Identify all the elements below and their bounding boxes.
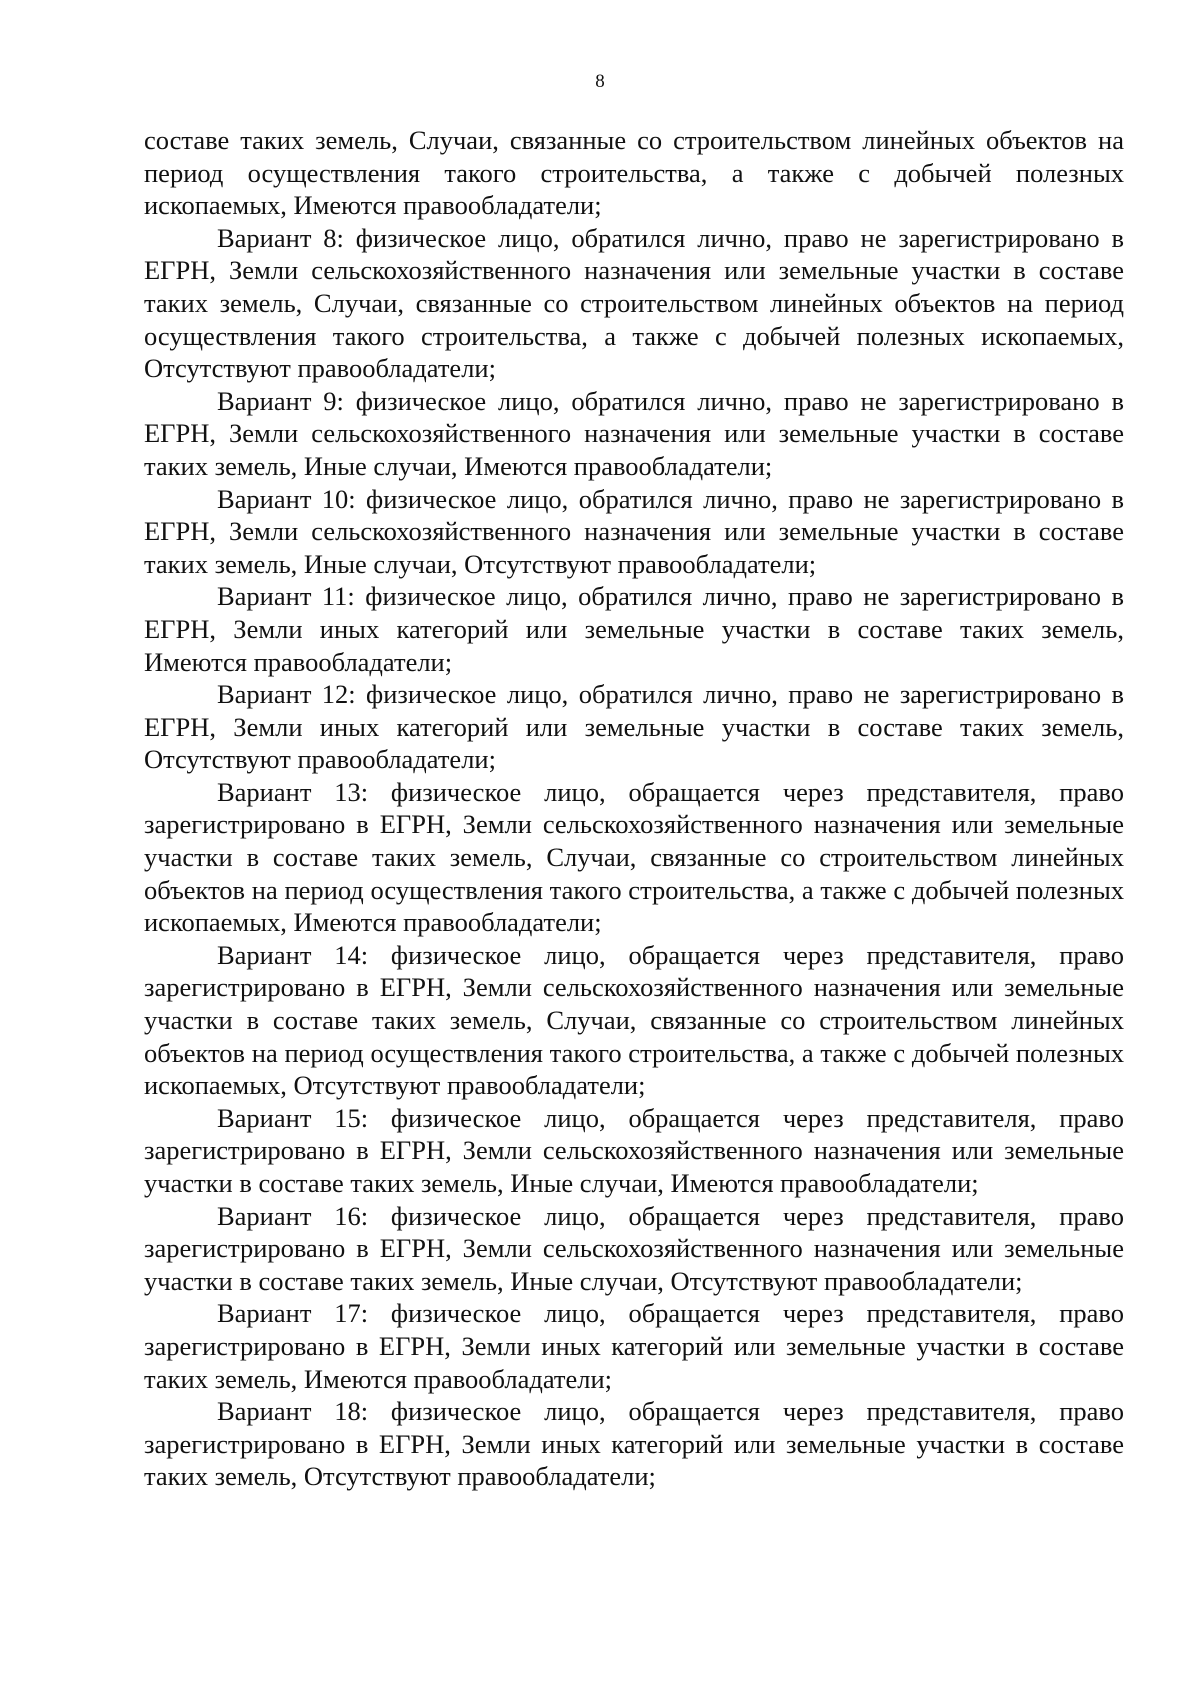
page-number: 8 (595, 71, 605, 92)
paragraph-variant-15: Вариант 15: физическое лицо, обращается через представителя, право зарегистрировано в ЕГРН, Земли сельскохозяйственного назначения или земельные участки в составе таких земель, Иные случаи, Имеются правообладатели; (144, 1102, 1124, 1198)
paragraph-continuation: составе таких земель, Случаи, связанные со строительством линейных объектов на период осуществления такого строительства, а также с добычей полезных ископаемых, Имеются правообладатели; (144, 125, 1124, 221)
paragraph-variant-11: Вариант 11: физическое лицо, обратился лично, право не зарегистрировано в ЕГРН, Земли иных категорий или земельные участки в составе таких земель, Имеются правообладатели; (144, 581, 1124, 677)
paragraph-variant-12: Вариант 12: физическое лицо, обратился лично, право не зарегистрировано в ЕГРН, Земли иных категорий или земельные участки в составе таких земель, Отсутствуют правообладатели; (144, 679, 1124, 775)
paragraph-variant-9: Вариант 9: физическое лицо, обратился лично, право не зарегистрировано в ЕГРН, Земли сельскохозяйственного назначения или земельные участки в составе таких земель, Иные случаи, Имеются правообладатели; (144, 385, 1124, 481)
paragraph-variant-13: Вариант 13: физическое лицо, обращается через представителя, право зарегистрировано в ЕГРН, Земли сельскохозяйственного назначения или земельные участки в составе таких земель, Случаи, связанные со строительством линейных объектов на период осуществления такого строительства, а также с добычей полезных ископаемых, Имеются правообладатели; (144, 776, 1124, 938)
paragraph-variant-10: Вариант 10: физическое лицо, обратился лично, право не зарегистрировано в ЕГРН, Земли сельскохозяйственного назначения или земельные участки в составе таких земель, Иные случаи, Отсутствуют правообладатели; (144, 483, 1124, 579)
paragraph-variant-8: Вариант 8: физическое лицо, обратился лично, право не зарегистрировано в ЕГРН, Земли сельскохозяйственного назначения или земельные участки в составе таких земель, Случаи, связанные со строительством линейных объектов на период осуществления такого строительства, а также с добычей полезных ископаемых, Отсутствуют правообладатели; (144, 222, 1124, 384)
paragraph-variant-18: Вариант 18: физическое лицо, обращается через представителя, право зарегистрировано в ЕГРН, Земли иных категорий или земельные участки в составе таких земель, Отсутствуют правообладатели; (144, 1396, 1124, 1492)
paragraph-variant-14: Вариант 14: физическое лицо, обращается через представителя, право зарегистрировано в ЕГРН, Земли сельскохозяйственного назначения или земельные участки в составе таких земель, Случаи, связанные со строительством линейных объектов на период осуществления такого строительства, а также с добычей полезных ископаемых, Отсутствуют правообладатели; (144, 939, 1124, 1101)
document-body (144, 124, 1124, 1493)
paragraph-variant-16: Вариант 16: физическое лицо, обращается через представителя, право зарегистрировано в ЕГРН, Земли сельскохозяйственного назначения или земельные участки в составе таких земель, Иные случаи, Отсутствуют правообладатели; (144, 1200, 1124, 1296)
paragraph-variant-17: Вариант 17: физическое лицо, обращается через представителя, право зарегистрировано в ЕГРН, Земли иных категорий или земельные участки в составе таких земель, Имеются правообладатели; (144, 1298, 1124, 1394)
